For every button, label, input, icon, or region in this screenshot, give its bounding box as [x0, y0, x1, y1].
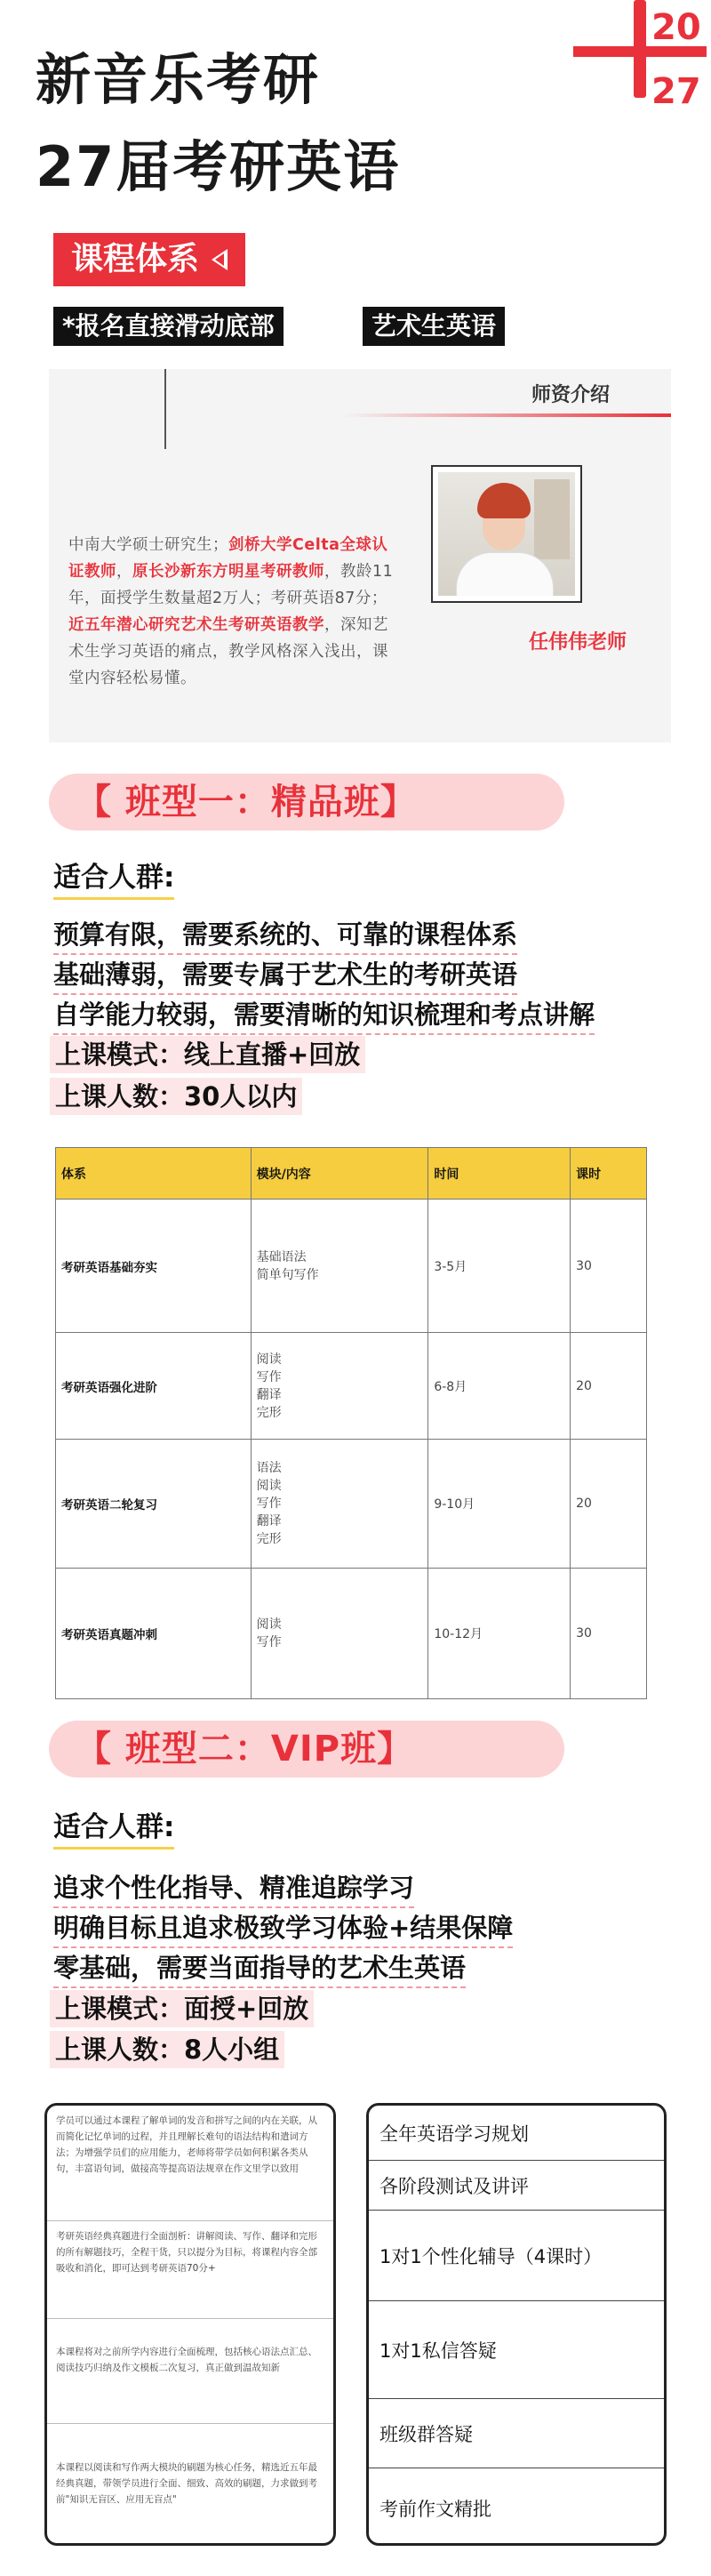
- module-item: 翻译: [256, 1514, 282, 1529]
- service-item: 各阶段测试及讲评: [369, 2161, 664, 2211]
- module-item: 阅读: [256, 1352, 282, 1367]
- class1-point: 预算有限，需要系统的、可靠的课程体系: [53, 916, 517, 955]
- divider: [164, 369, 166, 449]
- bio-text: ，教龄11年，面授学生数量超2万人；考研英语87分；: [68, 563, 394, 607]
- bio-highlight: 近五年潜心研究艺术生考研英语教学: [68, 616, 324, 634]
- class2-banner: 【 班型二：VIP班】: [49, 1721, 564, 1778]
- service-item: 考前作文精批: [379, 2499, 491, 2520]
- year-badge: [573, 0, 707, 124]
- class1-size: 上课人数：30人以内: [50, 1078, 302, 1115]
- bio-highlight: 原长沙新东方明星考研教师: [132, 563, 324, 581]
- class1-banner: 【 班型一：精品班】: [49, 774, 564, 831]
- row-time: 10-12月: [428, 1569, 571, 1699]
- row-time: 6-8月: [428, 1333, 571, 1440]
- row-hours: 20: [571, 1440, 647, 1569]
- art-english-label: 艺术生英语: [363, 307, 505, 346]
- teacher-name: 任伟伟老师: [529, 631, 627, 654]
- bio-text: ，深知艺术生学习英语的痛点，教学风格深入浅出，课堂内容轻松易懂。: [68, 616, 388, 687]
- module-item: 写作: [256, 1369, 282, 1384]
- vip-description-card: [44, 2103, 336, 2546]
- teacher-heading: 师资介绍: [531, 384, 611, 406]
- row-modules: [251, 1200, 428, 1333]
- triangle-left-icon: [212, 249, 228, 270]
- row-system: 考研英语二轮复习: [56, 1440, 252, 1569]
- year-bottom: 27: [651, 71, 701, 112]
- row-modules: [251, 1569, 428, 1699]
- section-tag: [53, 233, 245, 286]
- class2-fit-heading: 适合人群:: [53, 1808, 174, 1850]
- class2-size: 上课人数：8人小组: [50, 2031, 284, 2068]
- column-header: 体系: [56, 1148, 252, 1200]
- class1-fit-heading: 适合人群:: [53, 858, 174, 900]
- bio-text: ，: [116, 563, 132, 581]
- description-cell: 考研英语经典真题进行全面剖析：讲解阅读、写作、翻译和完形的所有解题技巧，全程干货，只以提分为目标，将课程内容全部吸收和消化，即可达到考研英语70分+: [47, 2221, 333, 2319]
- class2-point: 追求个性化指导、精准追踪学习: [53, 1869, 414, 1908]
- column-header: 时间: [428, 1148, 571, 1200]
- class2-point: 明确目标且追求极致学习体验+结果保障: [53, 1909, 513, 1948]
- module-item: 阅读: [256, 1479, 282, 1493]
- signup-note: *报名直接滑动底部: [53, 307, 284, 346]
- teacher-bio: [68, 532, 397, 692]
- table-row: [56, 1569, 647, 1699]
- vip-service-card: [366, 2103, 667, 2546]
- module-item: 完形: [256, 1405, 282, 1420]
- module-item: 阅读: [256, 1617, 282, 1632]
- page-title-line2: 27届考研英语: [36, 134, 401, 199]
- teacher-photo: [431, 465, 582, 603]
- row-hours: 30: [571, 1200, 647, 1333]
- row-modules: [251, 1440, 428, 1569]
- module-item: 语法: [256, 1461, 282, 1475]
- description-cell: 本课程以阅读和写作两大模块的刷题为核心任务，精选近五年最经典真题，带领学员进行全面、细致、高效的刷题，力求做到考前"知识无盲区、应用无盲点": [56, 2462, 317, 2505]
- module-item: 完形: [256, 1532, 282, 1546]
- row-hours: 30: [571, 1569, 647, 1699]
- column-header: 模块/内容: [251, 1148, 428, 1200]
- module-item: 翻译: [256, 1387, 282, 1402]
- section-label: 课程体系: [71, 241, 200, 277]
- column-header: 课时: [571, 1148, 647, 1200]
- class2-mode: 上课模式：面授+回放: [50, 1990, 314, 2027]
- row-system: 考研英语强化进阶: [56, 1333, 252, 1440]
- row-time: 9-10月: [428, 1440, 571, 1569]
- module-item: 写作: [256, 1635, 282, 1649]
- description-cell: 本课程将对之前所学内容进行全面梳理，包括核心语法点汇总、阅读技巧归纳及作文模板二次复习，真正做到温故知新: [47, 2319, 333, 2424]
- badge-stick: [634, 0, 646, 98]
- row-system: 考研英语真题冲刺: [56, 1569, 252, 1699]
- description-cell: 学员可以通过本课程了解单词的发音和拼写之间的内在关联，从而简化记忆单词的过程，并且理解长难句的语法结构和遣词方法；为增强学员们的应用能力，老师将带学员如何积累各类从句，丰富语句词，做接高等提高语法规章在作文里学以致用: [47, 2106, 333, 2221]
- row-modules: [251, 1333, 428, 1440]
- module-item: 写作: [256, 1497, 282, 1511]
- row-time: 3-5月: [428, 1200, 571, 1333]
- service-item: 班级群答疑: [369, 2399, 664, 2468]
- table-row: [56, 1440, 647, 1569]
- class1-point: 自学能力较弱，需要清晰的知识梳理和考点讲解: [53, 996, 595, 1035]
- class2-point: 零基础，需要当面指导的艺术生英语: [53, 1949, 466, 1988]
- table-row: [56, 1200, 647, 1333]
- module-item: 简单句写作: [256, 1267, 319, 1282]
- bio-highlight: 剑桥大学Celta全球认证教师: [68, 536, 388, 581]
- page-title-line1: 新音乐考研: [36, 47, 321, 112]
- class1-mode: 上课模式：线上直播+回放: [50, 1036, 365, 1073]
- class1-point: 基础薄弱，需要专属于艺术生的考研英语: [53, 956, 517, 995]
- service-item: 全年英语学习规划: [369, 2106, 664, 2161]
- table-header-row: [56, 1148, 647, 1200]
- divider: [342, 413, 671, 417]
- year-top: 20: [651, 7, 701, 48]
- bio-text: 中南大学硕士研究生；: [68, 536, 228, 554]
- row-hours: 20: [571, 1333, 647, 1440]
- row-system: 考研英语基础夯实: [56, 1200, 252, 1333]
- table-row: [56, 1333, 647, 1440]
- teacher-card: [49, 369, 671, 742]
- schedule-table: [55, 1147, 647, 1699]
- service-item: 1对1私信答疑: [369, 2301, 664, 2399]
- service-item: 1对1个性化辅导（4课时）: [369, 2211, 664, 2301]
- module-item: 基础语法: [256, 1249, 307, 1264]
